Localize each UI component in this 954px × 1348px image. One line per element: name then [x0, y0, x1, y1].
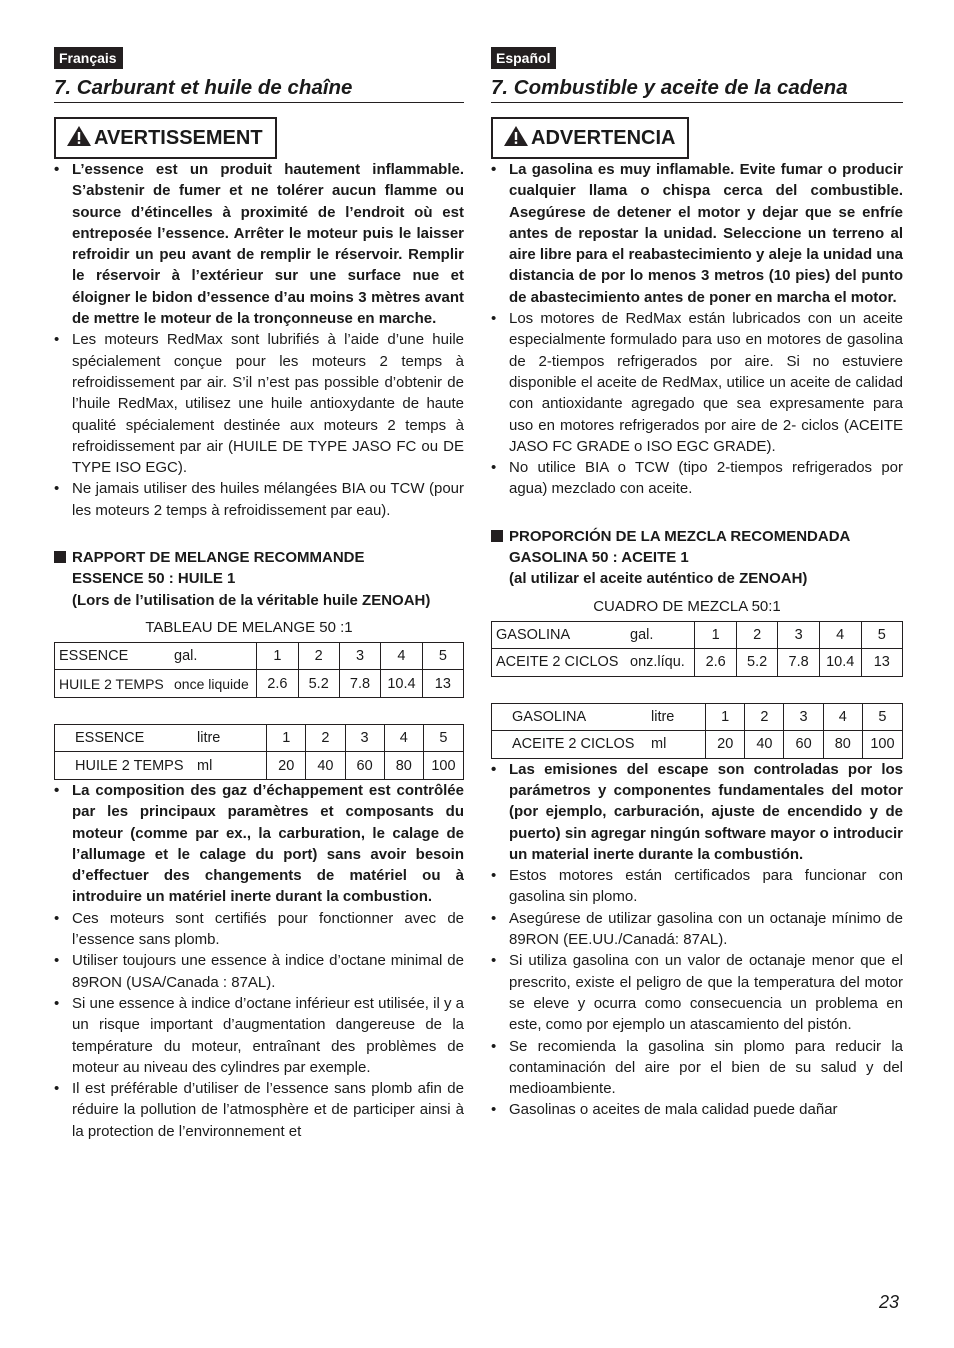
table-cell: 2.6	[257, 670, 298, 698]
warning-label: AVERTISSEMENT	[94, 127, 263, 149]
warning-bullets	[54, 159, 464, 329]
table-cell: 4	[381, 642, 423, 670]
table-cell: 100	[423, 752, 463, 780]
table-cell: 5	[861, 621, 902, 649]
table-cell: 2	[306, 724, 345, 752]
table-cell: 5	[422, 642, 463, 670]
warning-triangle-icon	[66, 125, 92, 147]
list-item: • La composition des gaz d’échappement est contrôlée par les principaux paramètres et composants du moteur (comme par ex., la carburation, le calage de l’allumage et le calage du port) sans avoir besoin d’effectuer des changements de matériel ou à introduire un matériel inerte durant la combustion.	[54, 780, 464, 908]
table-cell: 3	[339, 642, 380, 670]
warning-label: ADVERTENCIA	[531, 127, 676, 149]
table-cell: 2.6	[695, 649, 736, 677]
warning-triangle-icon	[503, 125, 529, 147]
table-cell: 4	[384, 724, 423, 752]
list-item: • Los motores de RedMax están lubricados con un aceite especialmente formulado para uso en motores de gasolina de 2-tiempos refrigerados por aire. Si no estuviere disponible el aceite de RedMax, utilice un aceite de calidad con antioxidante agregado que sea expresamente para uso en motores refrigerados por aire de 2- ciclos (ACEITE JASO FC GRADE o ISO EGC GRADE).	[491, 308, 903, 457]
list-item: • No utilice BIA o TCW (tipo 2-tiempos refrigerados por agua) mezclado con aceite.	[491, 457, 903, 500]
table-cell-label: HUILE 2 TEMPS once liquide	[55, 670, 257, 698]
ratio-line: ESSENCE 50 : HUILE 1	[72, 570, 236, 588]
table-row	[55, 752, 464, 780]
table-cell: 3	[784, 703, 823, 731]
list-item: • Si une essence à indice d’octane inférieur est utilisée, il y a un risque important d’augmentation dangereuse de la température du moteur, entraînant des problèmes de moteur au niveau des cylindres par exemple.	[54, 993, 464, 1078]
oil-bullets	[491, 308, 903, 500]
list-item: • Gasolinas o aceites de mala calidad puede dañar	[491, 1099, 903, 1120]
table-cell: 4	[823, 703, 862, 731]
section-title: 7. Carburant et huile de chaîne	[54, 76, 464, 103]
list-item: • Les moteurs RedMax sont lubrifiés à l’aide d’une huile spécialement conçue pour les moteurs 2 temps à refroidissement par air. S’il n’est pas possible d’obtenir de l’huile RedMax, utilisez une huile antioxydante de haute qualité spécialement destinée aux moteurs 2 temps à refroidissement par air (HUILE DE TYPE JASO FC ou DE TYPE ISO EGC).	[54, 329, 464, 478]
table-cell-label: ESSENCE gal.	[55, 642, 257, 670]
ratio-line: GASOLINA 50 : ACEITE 1	[509, 549, 689, 567]
table-cell: 7.8	[778, 649, 819, 677]
table-row	[55, 670, 464, 698]
list-item: • Estos motores están certificados para funcionar con gasolina sin plomo.	[491, 865, 903, 908]
square-bullet-icon	[491, 530, 503, 542]
column-spanish	[491, 47, 903, 1121]
table-row	[492, 621, 903, 649]
table-cell-label: ESSENCE litre	[55, 724, 267, 752]
mix-table-litres	[491, 703, 903, 759]
table-cell-label: GASOLINA litre	[492, 703, 706, 731]
table-cell: 100	[862, 731, 902, 759]
oil-bullets	[54, 329, 464, 521]
table-row	[55, 724, 464, 752]
table-cell-label: HUILE 2 TEMPS ml	[55, 752, 267, 780]
table-cell: 80	[384, 752, 423, 780]
table-cell: 2	[298, 642, 339, 670]
mix-table-gallons	[491, 621, 903, 677]
table-cell: 5	[423, 724, 463, 752]
table-cell-label: ACEITE 2 CICLOS ml	[492, 731, 706, 759]
table-cell: 3	[345, 724, 384, 752]
table-caption: TABLEAU DE MELANGE 50 :1	[145, 618, 353, 636]
table-cell: 1	[257, 642, 298, 670]
emission-bullets	[54, 780, 464, 908]
ratio-note: (al utilizar el aceite auténtico de ZENOAH)	[509, 570, 808, 588]
fuel-bullets	[491, 865, 903, 1121]
table-cell: 40	[745, 731, 784, 759]
mix-ratio-heading	[491, 526, 903, 590]
table-row	[55, 642, 464, 670]
list-item: • Ces moteurs sont certifiés pour fonctionner avec de l’essence sans plomb.	[54, 908, 464, 951]
list-item: • Il est préférable d’utiliser de l’essence sans plomb afin de réduire la pollution de l’atmosphère et de participer ainsi à la protection de l’environnement et	[54, 1078, 464, 1142]
table-row	[492, 731, 903, 759]
square-bullet-icon	[54, 551, 66, 563]
table-cell: 3	[778, 621, 819, 649]
ratio-line: RAPPORT DE MELANGE RECOMMANDE	[72, 549, 365, 567]
warning-box	[491, 117, 689, 159]
table-cell: 60	[784, 731, 823, 759]
ratio-line: PROPORCIÓN DE LA MEZCLA RECOMENDADA	[509, 527, 851, 545]
list-item: • L’essence est un produit hautement inflammable. S’abstenir de fumer et ne tolérer aucun flamme ou source d’étincelles à proximité de l’endroit où est entreposée l’essence. Arrêter le moteur puis le laisser refroidir un peu avant de remplir le réservoir. Remplir le réservoir à l’extérieur sur une surface nue et éloigner le bidon d’essence d’au moins 3 mètres avant de mettre le moteur de la tronçonneuse en marche.	[54, 159, 464, 329]
warning-bullets	[491, 159, 903, 308]
section-title: 7. Combustible y aceite de la cadena	[491, 76, 903, 103]
ratio-note: (Lors de l’utilisation de la véritable huile ZENOAH)	[72, 591, 431, 609]
table-cell: 1	[267, 724, 306, 752]
table-cell: 7.8	[339, 670, 380, 698]
list-item: • Utiliser toujours une essence à indice d’octane minimal de 89RON (USA/Canada : 87AL).	[54, 950, 464, 993]
mix-ratio-heading	[54, 547, 464, 611]
table-cell: 5	[862, 703, 902, 731]
table-cell: 5.2	[736, 649, 777, 677]
table-cell: 2	[736, 621, 777, 649]
list-item: • Si utiliza gasolina con un valor de octanaje menor que el prescrito, existe el peligro de que la temperatura del motor se eleve y ocurra como consecuencia un problema en este, como por ejemplo un atascamiento del pistón.	[491, 950, 903, 1035]
page-number: 23	[879, 1292, 900, 1312]
table-cell: 1	[695, 621, 736, 649]
table-cell: 80	[823, 731, 862, 759]
table-row	[492, 649, 903, 677]
table-cell: 10.4	[381, 670, 423, 698]
language-tag: Français	[54, 47, 123, 69]
mix-table-litres	[54, 724, 464, 780]
table-cell-label: ACEITE 2 CICLOS onz.líqu.	[492, 649, 695, 677]
table-cell: 10.4	[819, 649, 861, 677]
language-tag: Español	[491, 47, 556, 69]
table-cell: 20	[267, 752, 306, 780]
table-row	[492, 703, 903, 731]
table-cell: 4	[819, 621, 861, 649]
emission-bullets	[491, 759, 903, 865]
list-item: • Ne jamais utiliser des huiles mélangées BIA ou TCW (pour les moteurs 2 temps à refroidissement par eau).	[54, 478, 464, 521]
table-cell: 13	[422, 670, 463, 698]
list-item: • Las emisiones del escape son controladas por los parámetros y componentes fundamentales del motor (por ejemplo, carburación, ajuste de encendido y de puerto) sin agregar ningún software mayor o introducir un material inerte durante la combustión.	[491, 759, 903, 865]
warning-box	[54, 117, 277, 159]
table-caption: CUADRO DE MEZCLA 50:1	[593, 597, 781, 615]
column-french	[54, 47, 464, 1142]
fuel-bullets	[54, 908, 464, 1142]
table-cell: 40	[306, 752, 345, 780]
list-item: • La gasolina es muy inflamable. Evite fumar o producir cualquier llama o chispa cerca del combustible. Asegúrese de detener el motor y dejar que se enfríe antes de repostar la unidad. Seleccione un terreno al aire libre para el reabastecimiento y aleje la unidad una distancia de por lo menos 3 metros (10 pies) del punto de abastecimiento antes de poner en marcha el motor.	[491, 159, 903, 308]
table-cell-label: GASOLINA gal.	[492, 621, 695, 649]
list-item: • Asegúrese de utilizar gasolina con un octanaje mínimo de 89RON (EE.UU./Canadá: 87AL).	[491, 908, 903, 951]
table-cell: 5.2	[298, 670, 339, 698]
table-cell: 2	[745, 703, 784, 731]
table-cell: 20	[706, 731, 745, 759]
table-cell: 1	[706, 703, 745, 731]
list-item: • Se recomienda la gasolina sin plomo para reducir la contaminación del aire por el bien de su salud y del medioambiente.	[491, 1036, 903, 1100]
table-cell: 60	[345, 752, 384, 780]
mix-table-gallons	[54, 642, 464, 698]
table-cell: 13	[861, 649, 902, 677]
